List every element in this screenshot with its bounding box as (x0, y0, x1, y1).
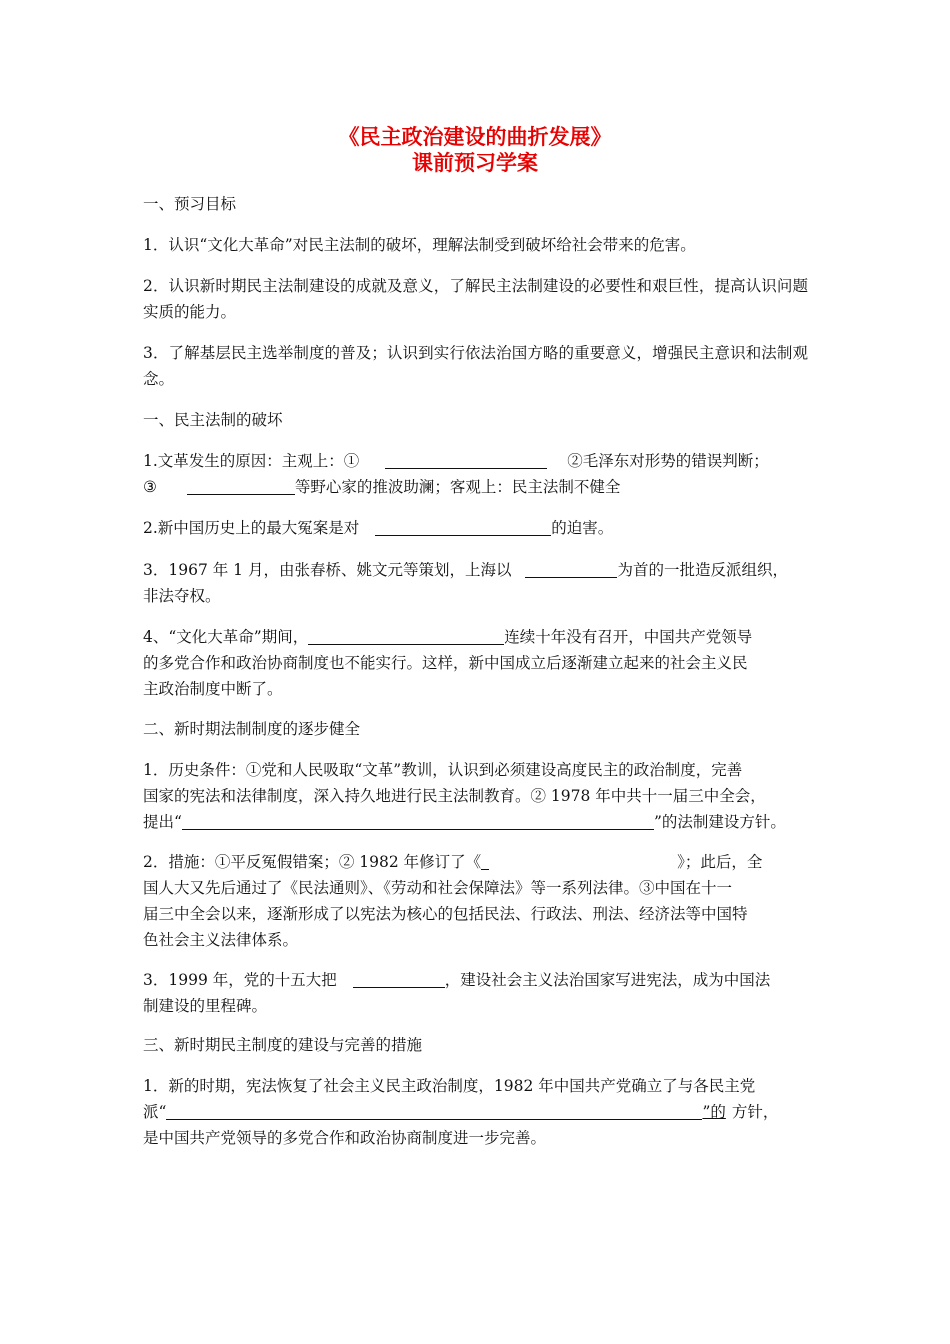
question-text: ③ (143, 478, 157, 496)
question-text: 1．新的时期，宪法恢复了社会主义民主政治制度，1982 年中国共产党确立了与各民主党 (143, 1077, 756, 1095)
section1-question-1 (143, 448, 808, 500)
question-text: 主政治制度中断了。 (143, 680, 283, 698)
answer-blank[interactable] (481, 851, 489, 870)
section1-question-4 (143, 624, 808, 702)
section1-question-2 (143, 515, 808, 541)
goals-heading: 一、预习目标 (143, 195, 237, 213)
goal-item-2: 2．认识新时期民主法制建设的成就及意义，了解民主法制建设的必要性和艰巨性，提高认识问题实质的能力。 (143, 277, 808, 321)
question-text: 连续十年没有召开，中国共产党领导 (504, 628, 753, 646)
question-text: 国人大又先后通过了《民法通则》、《劳动和社会保障法》等一系列法律。③中国在十一 (143, 879, 733, 897)
question-text: 非法夺权。 (143, 587, 221, 605)
answer-blank[interactable] (187, 476, 295, 495)
question-text: 3．1999 年，党的十五大把 (143, 971, 337, 989)
question-text: 为首的一批造反派组织， (617, 561, 788, 579)
answer-blank[interactable] (375, 517, 551, 536)
answer-blank[interactable] (182, 811, 654, 830)
answer-blank[interactable] (525, 559, 617, 578)
question-text: 国家的宪法和法律制度，深入持久地进行民主法制教育。② 1978 年中共十一届三中全会， (143, 787, 766, 805)
section2-question-2 (143, 849, 808, 953)
question-text: 》；此后，全 (677, 853, 763, 871)
question-text: 提出“ (143, 813, 182, 831)
section3-question-1 (143, 1073, 808, 1151)
question-text: 2.新中国历史上的最大冤案是对 (143, 519, 360, 537)
goal-item-1: 1．认识“文化大革命”对民主法制的破坏，理解法制受到破坏给社会带来的危害。 (143, 236, 696, 254)
question-text: 方针， (731, 1103, 779, 1121)
section1-heading: 一、民主法制的破坏 (143, 411, 283, 429)
goal-item-3: 3．了解基层民主选举制度的普及；认识到实行依法治国方略的重要意义，增强民主意识和法制观念。 (143, 344, 808, 388)
document-title: 《民主政治建设的曲折发展》 (338, 125, 612, 149)
section2-heading: 二、新时期法制制度的逐步健全 (143, 720, 361, 738)
section3-heading: 三、新时期民主制度的建设与完善的措施 (143, 1036, 423, 1054)
answer-blank[interactable] (166, 1101, 702, 1120)
section1-question-3 (143, 557, 808, 609)
section2-question-3 (143, 967, 808, 1019)
question-text: 是中国共产党领导的多党合作和政治协商制度进一步完善。 (143, 1129, 547, 1147)
question-text: ②毛泽东对形势的错误判断； (567, 452, 769, 470)
question-text: 1．历史条件：①党和人民吸取“文革”教训，认识到必须建设高度民主的政治制度，完善 (143, 761, 743, 779)
question-text: ”的 (702, 1103, 726, 1121)
answer-blank[interactable] (353, 969, 445, 988)
question-text: 1.文革发生的原因：主观上：① (143, 452, 360, 470)
answer-blank[interactable] (308, 626, 504, 645)
section2-question-1 (143, 757, 808, 835)
question-text: 等野心家的推波助澜；客观上：民主法制不健全 (294, 478, 621, 496)
question-text: ，建设社会主义法治国家写进宪法，成为中国法 (444, 971, 771, 989)
question-text: 3．1967 年 1 月，由张春桥、姚文元等策划，上海以 (143, 561, 512, 579)
question-text: 派“ (143, 1103, 167, 1121)
question-text: 色社会主义法律体系。 (143, 931, 299, 949)
answer-blank[interactable] (385, 450, 547, 469)
question-text: 4、“文化大革命”期间， (143, 628, 309, 646)
question-text: 2．措施：①平反冤假错案；② 1982 年修订了《 (143, 853, 482, 871)
question-text: 届三中全会以来，逐渐形成了以宪法为核心的包括民法、行政法、刑法、经济法等中国特 (143, 905, 748, 923)
question-text: 的多党合作和政治协商制度也不能实行。这样，新中国成立后逐渐建立起来的社会主义民 (143, 654, 748, 672)
question-text: ”的法制建设方针。 (653, 813, 786, 831)
question-text: 的迫害。 (551, 519, 614, 537)
question-text: 制建设的里程碑。 (143, 997, 268, 1015)
document-subtitle: 课前预习学案 (412, 151, 538, 175)
